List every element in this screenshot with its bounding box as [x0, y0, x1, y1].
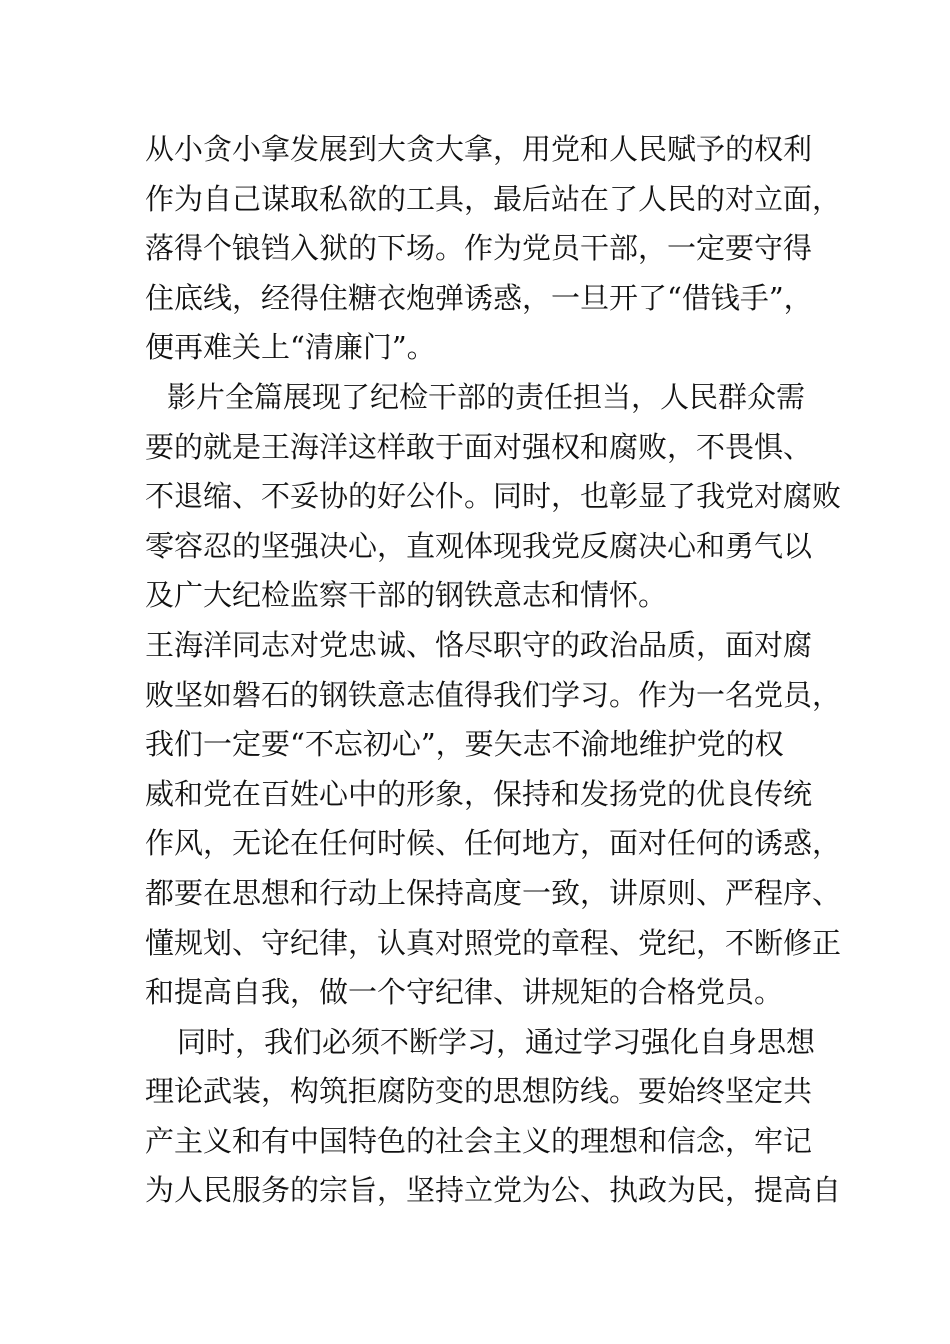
text-line: 住底线，经得住糖衣炮弹诱惑，一旦开了“借钱手”， — [145, 280, 813, 315]
text-line: 从小贪小拿发展到大贪大拿，用党和人民赋予的权利 — [145, 132, 813, 166]
text-line: 作风，无论在任何时候、任何地方，面对任何的诱惑， — [145, 826, 842, 861]
paragraph-start-line: 王海洋同志对党忠诚、恪尽职守的政治品质，面对腐 — [145, 627, 813, 662]
text-line: 懂规划、守纪律，认真对照党的章程、党纪，不断修正 — [145, 925, 842, 960]
text-line: 零容忍的坚强决心，直观体现我党反腐决心和勇气以 — [145, 528, 813, 563]
text-line: 我们一定要“不忘初心”，要矢志不渝地维护党的权 — [145, 727, 784, 762]
text-line: 落得个锒铛入狱的下场。作为党员干部，一定要守得 — [145, 231, 813, 266]
text-line: 为人民服务的宗旨，坚持立党为公、执政为民，提高自 — [145, 1173, 842, 1208]
paragraph-start-line: 影片全篇展现了纪检干部的责任担当，人民群众需 — [167, 379, 806, 414]
text-line: 不退缩、不妥协的好公仆。同时，也彰显了我党对腐败 — [145, 479, 842, 514]
text-line: 产主义和有中国特色的社会主义的理想和信念，牢记 — [145, 1123, 813, 1158]
text-line: 和提高自我，做一个守纪律、讲规矩的合格党员。 — [145, 975, 784, 1010]
text-line: 及广大纪检监察干部的钢铁意志和情怀。 — [145, 578, 668, 613]
text-line: 败坚如磐石的钢铁意志值得我们学习。作为一名党员， — [145, 677, 842, 712]
text-line: 便再难关上“清廉门”。 — [145, 330, 436, 365]
text-line: 威和党在百姓心中的形象，保持和发扬党的优良传统 — [145, 776, 813, 811]
text-line: 理论武装，构筑拒腐防变的思想防线。要始终坚定共 — [145, 1074, 813, 1109]
document-body — [145, 125, 842, 1216]
paragraph-start-line: 同时，我们必须不断学习，通过学习强化自身思想 — [177, 1024, 816, 1059]
text-line: 要的就是王海洋这样敢于面对强权和腐败，不畏惧、 — [145, 429, 813, 464]
text-line: 作为自己谋取私欲的工具，最后站在了人民的对立面， — [145, 181, 842, 216]
text-line: 都要在思想和行动上保持高度一致，讲原则、严程序、 — [145, 875, 842, 910]
